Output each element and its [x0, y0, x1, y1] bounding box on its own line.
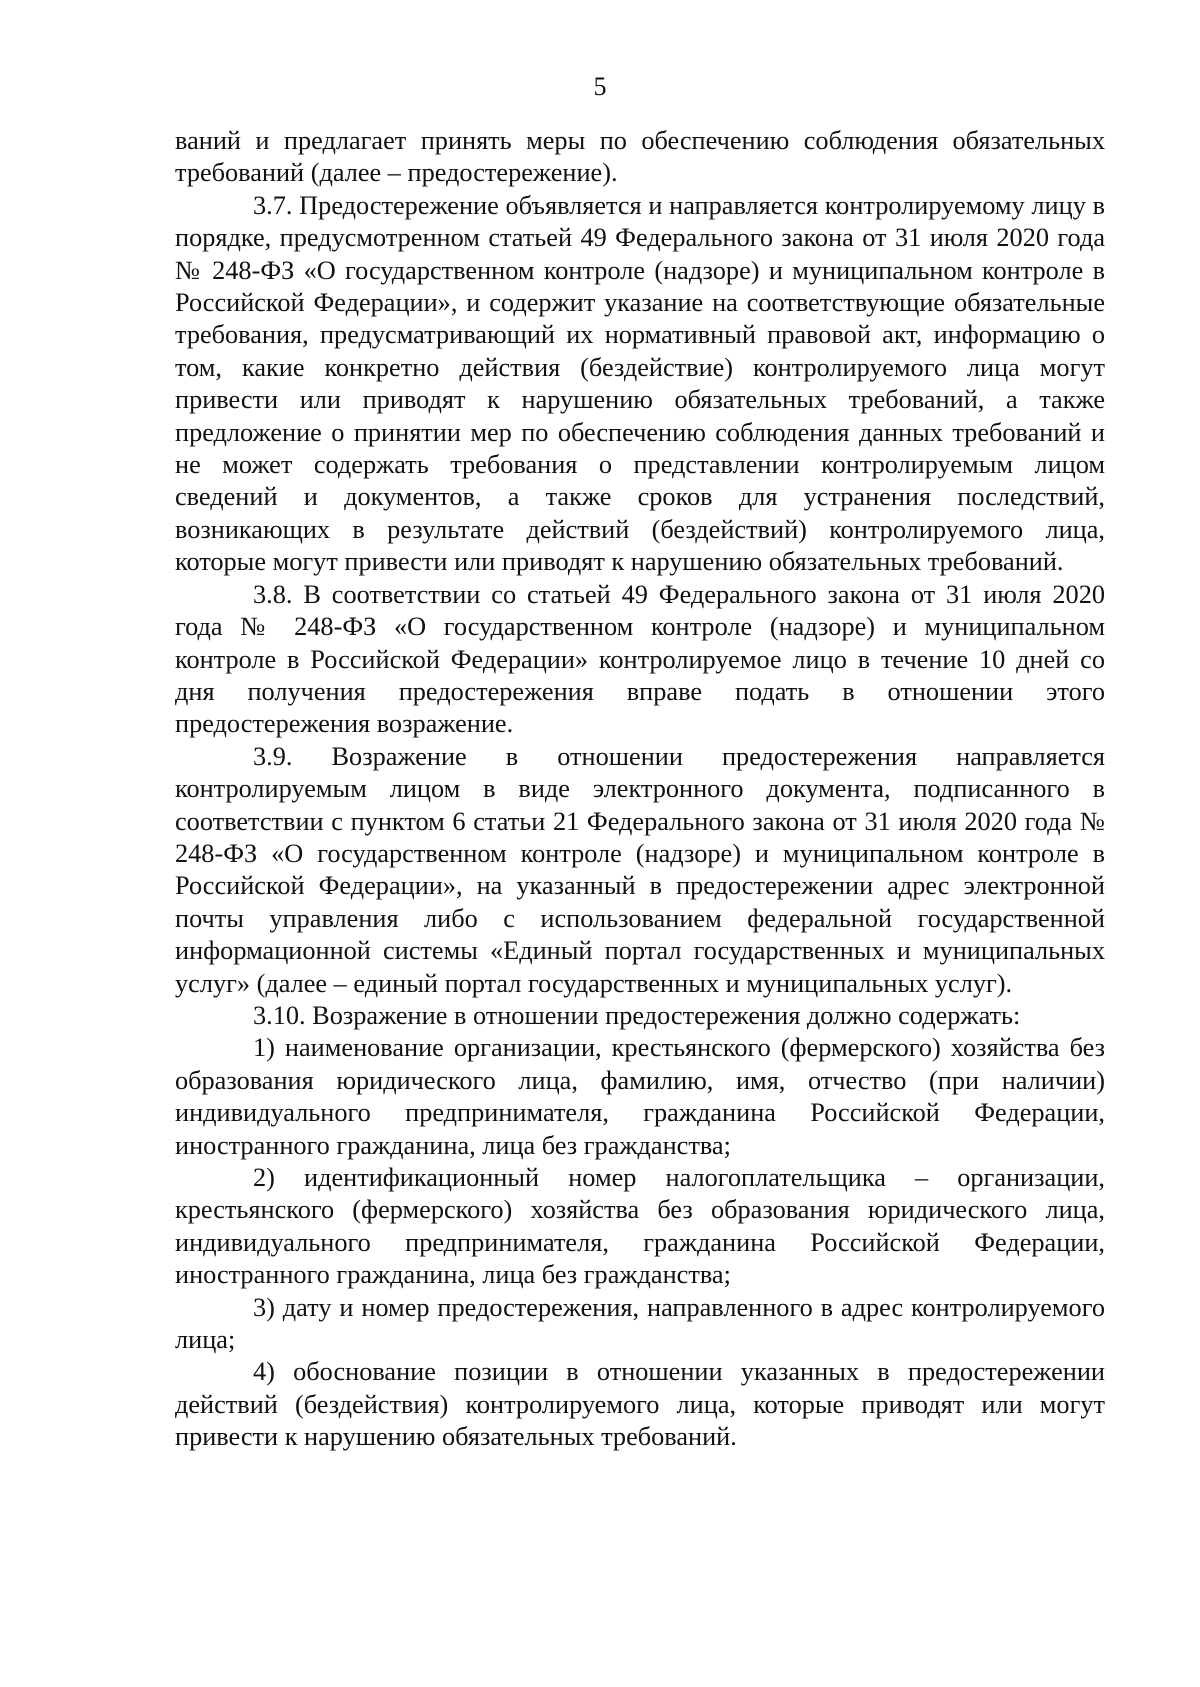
paragraph-3-7: 3.7. Предостережение объявляется и направляется контролируемому лицу в порядке, предусмотренном статьей 49 Федерального закона от 31 июля 2020 года № 248-ФЗ «О государственном контроле (надзоре) и муниципальном контроле в Российской Федерации», и содержит указание на соответствующие обязательные требования, предусматривающий их нормативный правовой акт, информацию о том, какие конкретно действия (бездействие) контролируемого лица могут привести или приводят к нарушению обязательных требований, а также предложение о принятии мер по обеспечению соблюдения данных требований и не может содержать требования о представлении контролируемым лицом сведений и документов, а также сроков для устранения последствий, возникающих в результате действий (бездействий) контролируемого лица, которые могут привести или приводят к нарушению обязательных требований.	[175, 190, 1105, 577]
paragraph-3-9: 3.9. Возражение в отношении предостережения направляется контролируемым лицом в виде электронного документа, подписанного в соответствии с пунктом 6 статьи 21 Федерального закона от 31 июля 2020 года № 248-ФЗ «О государственном контроле (надзоре) и муниципальном контроле в Российской Федерации», на указанный в предостережении адрес электронной почты управления либо с использованием федеральной государственной информационной системы «Единый портал государственных и муниципальных услуг» (далее – единый портал государственных и муниципальных услуг).	[175, 741, 1105, 998]
list-item-1: 1) наименование организации, крестьянского (фермерского) хозяйства без образования юридического лица, фамилию, имя, отчество (при наличии) индивидуального предпринимателя, гражданина Российской Федерации, иностранного гражданина, лица без гражданства;	[175, 1033, 1105, 1160]
paragraph-3-8: 3.8. В соответствии со статьей 49 Федерального закона от 31 июля 2020 года № 248-ФЗ «О государственном контроле (надзоре) и муниципальном контроле в Российской Федерации» контролируемое лицо в течение 10 дней со дня получения предостережения вправе подать в отношении этого предостережения возражение.	[175, 579, 1105, 739]
paragraph-continuation: ваний и предлагает принять меры по обеспечению соблюдения обязательных требований (далее – предостережение).	[175, 126, 1105, 188]
list-item-3: 3) дату и номер предостережения, направленного в адрес контролируемого лица;	[175, 1292, 1105, 1355]
document-body	[175, 125, 1105, 1454]
paragraph-3-10: 3.10. Возражение в отношении предостережения должно содержать:	[253, 1000, 1021, 1030]
list-item-2: 2) идентификационный номер налогоплательщика – организации, крестьянского (фермерского) хозяйства без образования юридического лица, индивидуального предпринимателя, гражданина Российской Федерации, иностранного гражданина, лица без гражданства;	[175, 1163, 1105, 1290]
list-item-4: 4) обоснование позиции в отношении указанных в предостережении действий (бездействия) контролируемого лица, которые приводят или могут привести к нарушению обязательных требований.	[175, 1357, 1105, 1452]
page-number: 5	[593, 72, 607, 101]
